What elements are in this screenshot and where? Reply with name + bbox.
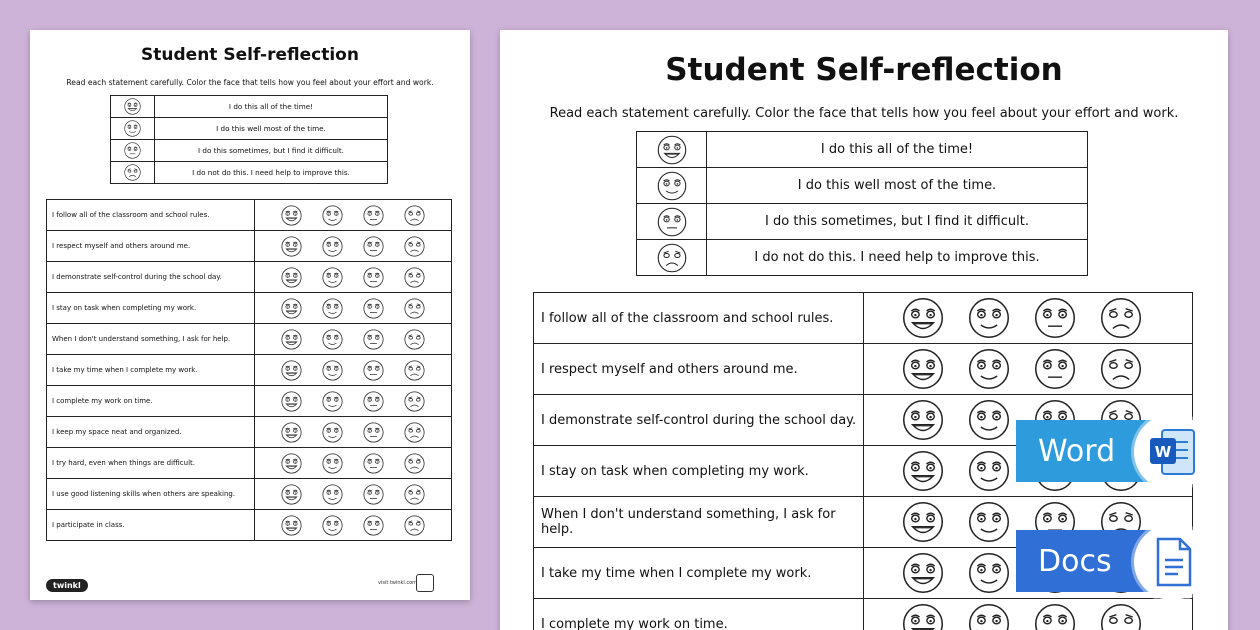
sad-face-icon: [1100, 603, 1142, 630]
neutral-face-icon: [657, 207, 687, 237]
statement-text: I follow all of the classroom and school rules.: [47, 200, 255, 231]
neutral-face-icon: [363, 236, 384, 257]
key-face-cell: [111, 96, 155, 118]
statement-row: [47, 231, 452, 262]
big-smile-icon: [902, 348, 944, 390]
face-key-table: [110, 95, 388, 184]
statement-row: [47, 200, 452, 231]
face-choices: [864, 293, 1193, 344]
key-text: I do not do this. I need help to improve this.: [155, 162, 388, 184]
key-text: I do this sometimes, but I find it difficult.: [707, 204, 1088, 240]
big-smile-icon: [281, 205, 302, 226]
sad-face-icon: [404, 236, 425, 257]
neutral-face-icon: [363, 484, 384, 505]
key-row: [637, 204, 1088, 240]
sad-face-icon: [404, 298, 425, 319]
key-row: [637, 240, 1088, 276]
statement-row: [47, 355, 452, 386]
key-text: I do this well most of the time.: [155, 118, 388, 140]
worksheet-instructions: Read each statement carefully. Color the face that tells how you feel about your effort and work.: [66, 78, 434, 87]
statement-text: I respect myself and others around me.: [534, 344, 864, 395]
docs-label: Docs: [1016, 530, 1166, 592]
neutral-face-icon: [363, 391, 384, 412]
smile-icon: [322, 267, 343, 288]
key-face-cell: [637, 204, 707, 240]
worksheet-preview-small: [30, 30, 470, 600]
twinkl-logo: twinkl: [46, 579, 88, 592]
sad-face-icon: [124, 164, 141, 181]
neutral-face-icon: [363, 205, 384, 226]
smile-icon: [968, 348, 1010, 390]
worksheet-footer: [46, 572, 454, 592]
smile-icon: [322, 515, 343, 536]
worksheet-title-large: Student Self-reflection: [665, 52, 1063, 88]
neutral-face-icon: [363, 422, 384, 443]
face-choices: [255, 386, 452, 417]
statement-text: When I don't understand something, I ask for help.: [534, 497, 864, 548]
sad-face-icon: [1100, 297, 1142, 339]
big-smile-icon: [281, 484, 302, 505]
docs-download-button[interactable]: [1016, 530, 1260, 592]
statement-row: [47, 324, 452, 355]
statement-text: I try hard, even when things are difficult.: [47, 448, 255, 479]
key-row: [637, 168, 1088, 204]
statement-text: I participate in class.: [47, 510, 255, 541]
face-choices: [255, 417, 452, 448]
quality-badge-icon: [416, 574, 434, 592]
statement-text: I stay on task when completing my work.: [47, 293, 255, 324]
statement-text: I use good listening skills when others are speaking.: [47, 479, 255, 510]
big-smile-icon: [281, 329, 302, 350]
statement-text: I respect myself and others around me.: [47, 231, 255, 262]
smile-icon: [968, 552, 1010, 594]
sad-face-icon: [404, 205, 425, 226]
smile-icon: [322, 205, 343, 226]
smile-icon: [322, 360, 343, 381]
big-smile-icon: [281, 515, 302, 536]
smile-icon: [968, 399, 1010, 441]
smile-icon: [968, 603, 1010, 630]
neutral-face-icon: [363, 298, 384, 319]
smile-icon: [322, 298, 343, 319]
sad-face-icon: [404, 453, 425, 474]
statement-text: I complete my work on time.: [534, 599, 864, 630]
statement-row: [47, 386, 452, 417]
big-smile-icon: [902, 297, 944, 339]
footer-site-text: visit twinkl.com: [378, 580, 418, 586]
neutral-face-icon: [1034, 297, 1076, 339]
smile-icon: [968, 297, 1010, 339]
big-smile-icon: [124, 98, 141, 115]
key-text: I do this all of the time!: [707, 132, 1088, 168]
word-download-button[interactable]: [1016, 420, 1260, 482]
face-choices: [864, 599, 1193, 630]
sad-face-icon: [657, 243, 687, 273]
key-face-cell: [637, 240, 707, 276]
worksheet-instructions-large: Read each statement carefully. Color the face that tells how you feel about your effort and work.: [549, 106, 1179, 121]
statement-row: [47, 293, 452, 324]
neutral-face-icon: [363, 453, 384, 474]
face-choices: [255, 355, 452, 386]
word-label: Word: [1016, 420, 1166, 482]
smile-icon: [322, 391, 343, 412]
sad-face-icon: [404, 391, 425, 412]
statement-text: I keep my space neat and organized.: [47, 417, 255, 448]
key-text: I do this sometimes, but I find it difficult.: [155, 140, 388, 162]
sad-face-icon: [404, 360, 425, 381]
statement-text: I demonstrate self-control during the school day.: [534, 395, 864, 446]
face-choices: [255, 510, 452, 541]
neutral-face-icon: [363, 329, 384, 350]
statement-row: [534, 344, 1193, 395]
smile-icon: [322, 236, 343, 257]
key-row: [111, 96, 388, 118]
key-row: [111, 140, 388, 162]
sad-face-icon: [404, 267, 425, 288]
key-face-cell: [111, 118, 155, 140]
neutral-face-icon: [124, 142, 141, 159]
word-icon-letter: W: [1154, 443, 1172, 461]
word-icon: [1134, 414, 1210, 490]
smile-icon: [968, 450, 1010, 492]
neutral-face-icon: [1034, 348, 1076, 390]
sad-face-icon: [404, 329, 425, 350]
big-smile-icon: [902, 552, 944, 594]
statement-text: I follow all of the classroom and school rules.: [534, 293, 864, 344]
face-choices: [255, 231, 452, 262]
statement-text: I complete my work on time.: [47, 386, 255, 417]
face-choices: [255, 479, 452, 510]
smile-icon: [322, 422, 343, 443]
key-text: I do this well most of the time.: [707, 168, 1088, 204]
docs-icon: [1134, 524, 1210, 600]
neutral-face-icon: [363, 267, 384, 288]
sad-face-icon: [404, 484, 425, 505]
sad-face-icon: [404, 515, 425, 536]
big-smile-icon: [281, 267, 302, 288]
big-smile-icon: [902, 450, 944, 492]
statement-text: I take my time when I complete my work.: [47, 355, 255, 386]
smile-icon: [968, 501, 1010, 543]
statement-row: [534, 293, 1193, 344]
smile-icon: [322, 453, 343, 474]
sad-face-icon: [1100, 348, 1142, 390]
smile-icon: [322, 484, 343, 505]
statement-row: [47, 448, 452, 479]
statement-row: [47, 479, 452, 510]
face-choices: [255, 262, 452, 293]
worksheet-title: Student Self-reflection: [141, 45, 359, 65]
key-face-cell: [637, 132, 707, 168]
statement-text: I take my time when I complete my work.: [534, 548, 864, 599]
statement-text: When I don't understand something, I ask for help.: [47, 324, 255, 355]
big-smile-icon: [902, 501, 944, 543]
neutral-face-icon: [363, 360, 384, 381]
key-row: [111, 162, 388, 184]
big-smile-icon: [281, 422, 302, 443]
face-choices: [255, 324, 452, 355]
key-text: I do not do this. I need help to improve this.: [707, 240, 1088, 276]
face-choices: [255, 293, 452, 324]
key-face-cell: [637, 168, 707, 204]
big-smile-icon: [281, 360, 302, 381]
key-row: [637, 132, 1088, 168]
key-row: [111, 118, 388, 140]
neutral-face-icon: [1034, 603, 1076, 630]
neutral-face-icon: [363, 515, 384, 536]
statement-row: [47, 262, 452, 293]
statement-table: [46, 199, 452, 541]
big-smile-icon: [281, 391, 302, 412]
statement-text: I demonstrate self-control during the school day.: [47, 262, 255, 293]
face-key-table-large: [636, 131, 1088, 276]
face-choices: [255, 200, 452, 231]
face-choices: [255, 448, 452, 479]
smile-icon: [657, 171, 687, 201]
sad-face-icon: [404, 422, 425, 443]
statement-text: I stay on task when completing my work.: [534, 446, 864, 497]
big-smile-icon: [902, 399, 944, 441]
smile-icon: [124, 120, 141, 137]
key-face-cell: [111, 140, 155, 162]
key-text: I do this all of the time!: [155, 96, 388, 118]
smile-icon: [322, 329, 343, 350]
big-smile-icon: [281, 298, 302, 319]
big-smile-icon: [281, 236, 302, 257]
face-choices: [864, 344, 1193, 395]
statement-row: [47, 417, 452, 448]
key-face-cell: [111, 162, 155, 184]
big-smile-icon: [902, 603, 944, 630]
statement-row: [534, 599, 1193, 630]
statement-row: [47, 510, 452, 541]
big-smile-icon: [657, 135, 687, 165]
big-smile-icon: [281, 453, 302, 474]
